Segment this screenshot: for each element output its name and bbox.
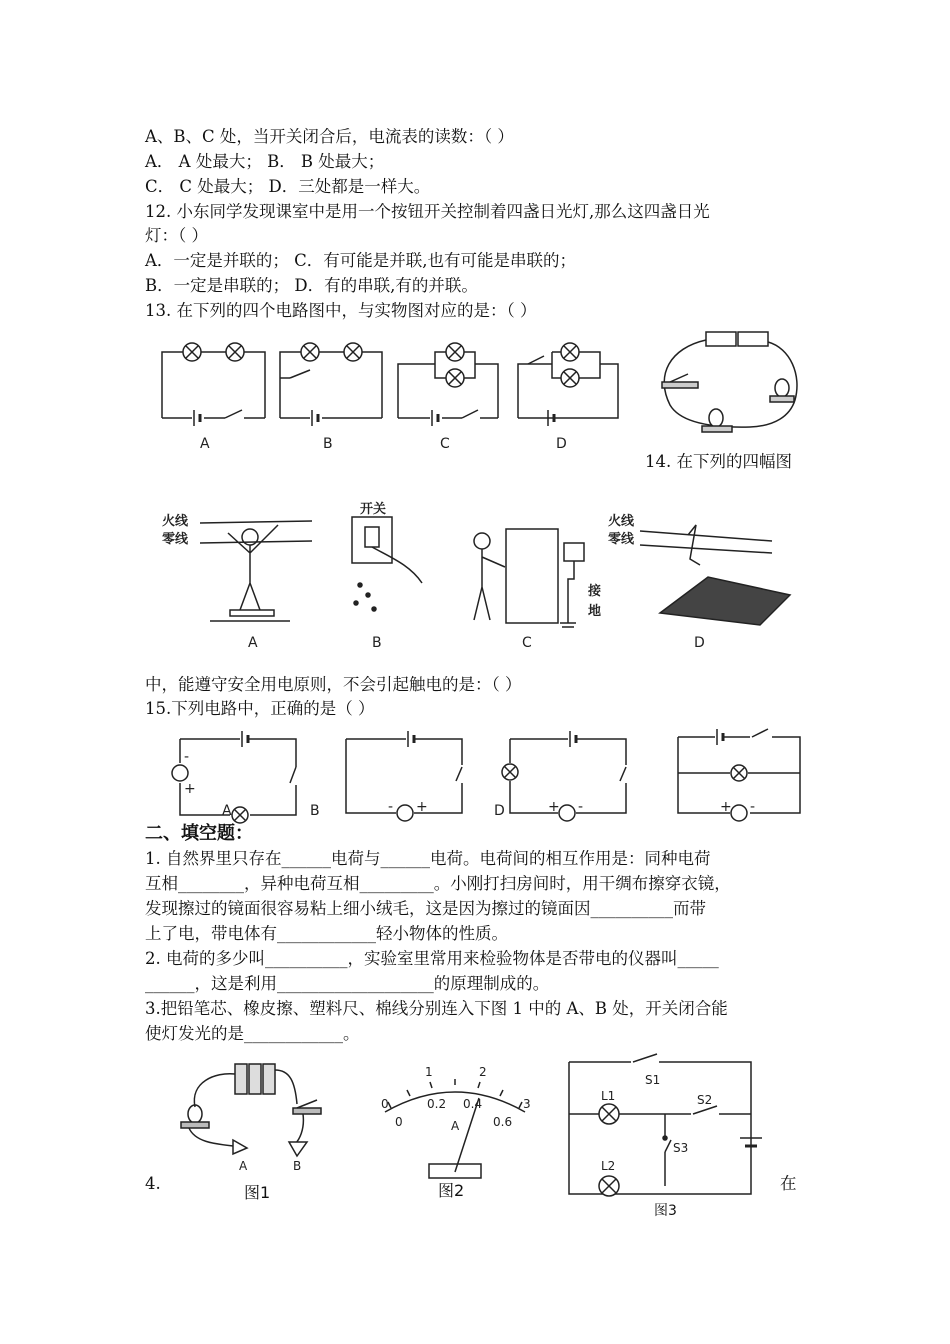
fig2-bottom-0: 0 [395, 1115, 403, 1129]
q15-label-b: B [310, 803, 320, 819]
fill-line-8: 使灯发光的是____________。 [145, 1024, 360, 1043]
q15-minus-b: - [388, 799, 394, 815]
picture-a [200, 521, 312, 621]
q13-circuit-c [398, 343, 498, 426]
fill-line-2: 互相________，异种电荷互相_________。小刚打扫房间时，用干绸布擦穿衣镜， [145, 874, 731, 893]
q15-minus-a: - [184, 749, 190, 765]
picture-d-neutral-wire-label: 零线 [608, 532, 635, 547]
q14-label-b: B [372, 635, 382, 651]
q14-label-c: C [522, 635, 532, 651]
fig2-caption: 图2 [438, 1181, 465, 1200]
q13-circuit-a [162, 343, 265, 426]
q13-circuits [150, 330, 810, 460]
q13-physical-circuit [662, 332, 797, 432]
fill-line-5: 2. 电荷的多少叫__________，实验室里常用来检验物体是否带电的仪器叫_____ [145, 949, 719, 968]
q14-pictures [160, 495, 800, 655]
picture-a-neutral-wire-label: 零线 [162, 532, 189, 547]
q14-label-d: D [694, 635, 705, 651]
picture-c [474, 529, 584, 627]
fig1-caption: 图1 [244, 1183, 271, 1202]
fig2-bottom-1: 0.2 [427, 1097, 447, 1111]
fig2-top-2: 2 [479, 1065, 487, 1079]
q13-circuit-b [280, 343, 382, 426]
q15-circuit-a [172, 731, 296, 823]
fill-line-3: 发现擦过的镜面很容易粘上细小绒毛，这是因为擦过的镜面因__________而带 [145, 899, 706, 918]
q15-line: 15.下列电路中，正确的是（ ） [145, 699, 375, 718]
fig3-s3: S3 [673, 1141, 689, 1155]
q13-circuit-d [518, 343, 618, 426]
figure-3 [569, 1054, 762, 1196]
q15-plus-d: + [720, 799, 732, 815]
q13-label-c: C [440, 436, 450, 452]
q15-label-a: A [222, 803, 232, 819]
picture-a-hot-wire-label: 火线 [162, 514, 189, 529]
q15-plus-a: + [184, 781, 196, 797]
fig2-top-3: 3 [523, 1097, 531, 1111]
q15-circuit-b [346, 731, 462, 821]
picture-b [352, 517, 422, 611]
fig1-point-a: A [239, 1159, 248, 1173]
q13-line: 13. 在下列的四个电路图中，与实物图对应的是：（ ） [145, 301, 537, 320]
q14-line: 中，能遵守安全用电原则，不会引起触电的是：（ ） [145, 675, 522, 694]
q-text-line-2: A． A 处最大； B． B 处最大； [145, 152, 385, 171]
figure-1 [181, 1064, 321, 1156]
picture-d-hot-wire-label: 火线 [608, 514, 635, 529]
fig3-l1: L1 [601, 1089, 616, 1103]
q12-line-2: 灯：（ ） [145, 226, 208, 245]
section-title: 二、填空题： [145, 823, 253, 844]
q15-circuit-d [678, 729, 800, 821]
q14-label-a: A [248, 635, 258, 651]
q14-line-start: 14. 在下列的四幅图 [645, 452, 792, 471]
q15-circuits [150, 725, 810, 825]
q15-plus-c: + [548, 799, 560, 815]
fill-line-1: 1. 自然界里只存在______电荷与______电荷。电荷间的相互作用是：同种电荷 [145, 849, 711, 868]
q-text-line-3: C． C 处最大； D．三处都是一样大。 [145, 177, 431, 196]
fig3-l2: L2 [601, 1159, 616, 1173]
picture-c-ground-label-1: 接 [588, 584, 602, 599]
picture-c-ground-label-2: 地 [588, 604, 602, 619]
q15-circuit-c [502, 731, 626, 821]
q-text-line-1: A、B、C 处，当开关闭合后，电流表的读数：（ ） [145, 127, 514, 146]
q15-label-d: D [494, 803, 505, 819]
fig2-bottom-2: 0.4 [463, 1097, 483, 1111]
q13-label-a: A [200, 436, 210, 452]
fig2-top-1: 1 [425, 1065, 433, 1079]
fig2-meter-label: A [451, 1119, 460, 1133]
q12-option-bd: B．一定是串联的； D．有的串联,有的并联。 [145, 276, 478, 295]
q12-line-1: 12. 小东同学发现课室中是用一个按钮开关控制着四盏日光灯,那么这四盏日光 [145, 202, 710, 221]
picture-d [640, 525, 790, 625]
fig3-s1: S1 [645, 1073, 661, 1087]
fig2-bottom-3: 0.6 [493, 1115, 513, 1129]
q4-tail: 在 [780, 1174, 797, 1193]
fig1-point-b: B [293, 1159, 302, 1173]
fill-line-6: ______，这是利用___________________的原理制成的。 [145, 974, 550, 993]
fig3-s2: S2 [697, 1093, 713, 1107]
fig2-top-0: 0 [381, 1097, 389, 1111]
q15-minus-d: - [750, 799, 756, 815]
q12-option-ac: A．一定是并联的； C．有可能是并联,也有可能是串联的； [145, 251, 577, 270]
fill-line-7: 3.把铅笔芯、橡皮擦、塑料尺、棉线分别连入下图 1 中的 A、B 处，开关闭合能 [145, 999, 728, 1018]
q13-label-b: B [323, 436, 333, 452]
picture-b-switch-label: 开关 [360, 502, 387, 517]
fig3-caption: 图3 [654, 1203, 677, 1219]
q13-label-d: D [556, 436, 567, 452]
q15-minus-c: - [578, 799, 584, 815]
fill-line-4: 上了电，带电体有____________轻小物体的性质。 [145, 924, 508, 943]
q4-number: 4. [145, 1174, 161, 1193]
q15-plus-b: + [416, 799, 428, 815]
